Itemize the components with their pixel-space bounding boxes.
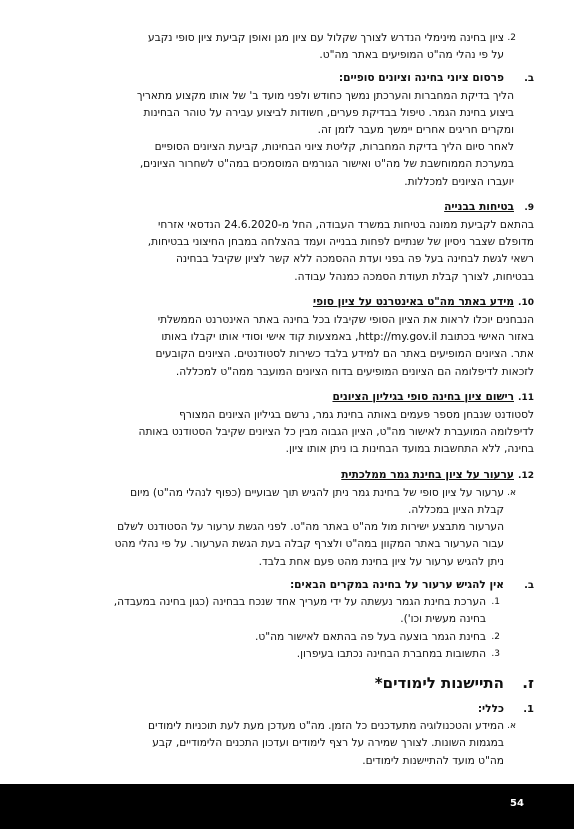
section-number: 11. — [518, 392, 534, 403]
subsection-title: פרסום ציוני בחינה וציונים סופיים: — [338, 72, 504, 85]
chapter-heading — [70, 671, 534, 695]
text-line: לסטודנט שנבחן מספר פעמים באותה בחינת גמר, נרשם בגיליון הציונים המצורף — [179, 409, 534, 422]
list-item — [70, 594, 534, 628]
text-line: המידע והטכנולוגיה מתעדכנים כל הזמן. מה"ט מעדכן מעת לעת תוכניות לימודים — [148, 720, 504, 733]
text-line: בחינה, ללא התחשבות במועד הבחינות בו ניתן אותו ציון. — [285, 443, 534, 456]
section-title: רישום ציון בחינה סופי בגיליון הציונים — [332, 390, 514, 403]
section-heading — [70, 294, 534, 312]
text-line: רשאי לגשת לבחינה בעל פה בפני ועדת ההסמכה ללא קשר לציון שקיבל בבחינה — [176, 253, 534, 266]
text-line: בבטיחות, לצורך קבלת תעודת הסמכה כמנהל עבודה. — [294, 270, 534, 283]
text-line: ניתן להגיש ערעור על ציון בחינת מהט פעם אחת בלבד. — [258, 555, 504, 568]
text-line: הערכת בחינת הגמר נעשתה על ידי מעריך אחד שנכח בבחינה (כגון בחינה במעבדה, — [113, 596, 486, 609]
text-line: בהתאם לקביעת ממונה בטיחות במשרד העבודה, החל מ-24.6.2020 הנדסאי אזרחי — [158, 219, 534, 232]
paragraph — [70, 407, 534, 459]
list-item — [70, 30, 534, 64]
subsection-heading — [70, 577, 534, 594]
text-line: הנבחנים יוכלו לראות את הציון הסופי שקיבלו בכל בחינה באתר האינטרנט הממשלתי — [157, 314, 534, 327]
text-line: עבור הערעור באתר המקוון במה"ט ולצרף קבלה בעת הגשת הערעור. על פי נהלי מהט — [114, 538, 504, 551]
section-heading — [70, 389, 534, 407]
text-line: לאחר סיום הליך בדיקת המחברות, קליטת ציוני הבחינות, קביעת הציונים הסופיים — [154, 141, 514, 154]
list-item — [70, 485, 534, 571]
list-item-number: 2. — [491, 631, 500, 642]
paragraph — [70, 88, 534, 191]
text-line: אתר. הציונים המופיעים באתר הם למידע בלבד כשירות לסטודנטים. הציונים הקובעים — [155, 348, 534, 361]
subsection-number: 1. — [523, 703, 534, 715]
list-item-number: 1. — [491, 597, 500, 608]
subsection-heading — [70, 701, 534, 718]
text-line: ומקרים חריגים אחרים יימשך מעבר לזמן זה. — [317, 124, 514, 137]
section-title: בטיחות בבנייה — [444, 200, 514, 213]
section-number: 10. — [518, 297, 534, 308]
chapter-letter: ז. — [522, 673, 534, 692]
page-content — [70, 30, 534, 770]
text-line: יועברו הציונים למכללות. — [404, 175, 514, 188]
paragraph — [70, 217, 534, 286]
section-heading — [70, 467, 534, 485]
subsection-number: ב. — [524, 579, 534, 591]
text-line: באזור האישי בכתובת http://my.gov.il, באמצעות קוד אישי וסודי אותו יקבלו באותו — [161, 331, 534, 344]
text-line: הערעור מתבצע ישירות מול מה"ט באתר מה"ט. לפני הגשת ערעור על הסטודנט לשלם — [117, 521, 504, 534]
text-line: במגמות השונות. לצורך שמירה על רצף לימודים ועדכון התכנים הלימודיים, קבע — [152, 737, 504, 750]
section-number: 12. — [518, 470, 534, 481]
text-line: בחינה מעשית וכו'). — [400, 613, 486, 626]
page-number: 54 — [510, 798, 524, 809]
text-line: התשובות במחברת הבחינה נכתבו בעיפרון. — [296, 647, 486, 660]
chapter-title: התיישנות לימודים* — [374, 673, 504, 692]
paragraph — [70, 312, 534, 381]
text-line: בחינת הגמר בוצעה בעל פה בהתאם לאישור מה"ט. — [254, 630, 486, 643]
list-item — [70, 718, 534, 770]
text-line: לדיפלומה המועברת לאישור מה"ט, הציון הגבוה מבין כל הציונים שקיבל הסטודנט באותה — [138, 426, 534, 439]
text-line: מדופלם שצבר ניסיון של שנתיים לפחות בבנייה ועמד בהצלחה במבחן החיצוני בבטיחות, — [147, 236, 534, 249]
section-title: מידע באתר מה"ט באינטרנט על ציון סופי — [312, 295, 514, 308]
text-line: לזכאות לדיפלומה הם הציונים המופיעים בדוח הציונים המועבר ממה"ט למכללה. — [175, 365, 534, 378]
page-footer-bar — [0, 784, 574, 829]
section-title: ערעור על ציון בחינת גמר ממלכתית — [341, 468, 514, 481]
list-item — [70, 629, 534, 646]
text-line: קבלת הציון במכללה. — [408, 504, 504, 517]
subsection-title: כללי: — [477, 702, 504, 715]
list-item-number: 2. — [507, 33, 516, 43]
list-item-number: א. — [507, 721, 516, 732]
text-line: ציון בחינה מינימלי הנדרש לצורך שקלול עם ציון מגן ואופן קביעת ציון סופי נקבע — [148, 32, 504, 44]
subsection-heading — [70, 70, 534, 87]
text-line: מה"ט מועד להתיישנות לימודים. — [362, 754, 504, 767]
list-item-number: א. — [507, 487, 516, 498]
section-heading — [70, 199, 534, 217]
subsection-title: אין להגיש ערעור על בחינה במקרים הבאים: — [289, 578, 504, 591]
text-line: הליך בדיקת המחברות והערכתן נמשך כחודש ולפני מועד ב' של אותו מקצוע מתאריך — [136, 89, 514, 102]
section-number: 9. — [524, 202, 534, 213]
text-line: על פי נהלי מה"ט המופיעים באתר מה"ט. — [319, 49, 504, 62]
text-line: במערכת הממוחשבת של מה"ט ואישור הגורמים המוסמכים במה"ט לשחרור הציונים, — [139, 158, 514, 171]
text-line: ערעור על ציון סופי של בחינת גמר ניתן להגיש תוך שבועיים (כפוף לנהלי מה"ט) מיום — [130, 486, 504, 499]
list-item-number: 3. — [491, 648, 500, 659]
text-line: ביצוע בחינת הגמר. טיפול בבדיקת פערים, חשודות לביצוע עבירה על טוהר הבחינות — [143, 106, 514, 119]
list-item — [70, 646, 534, 663]
subsection-number: ב. — [524, 73, 534, 85]
